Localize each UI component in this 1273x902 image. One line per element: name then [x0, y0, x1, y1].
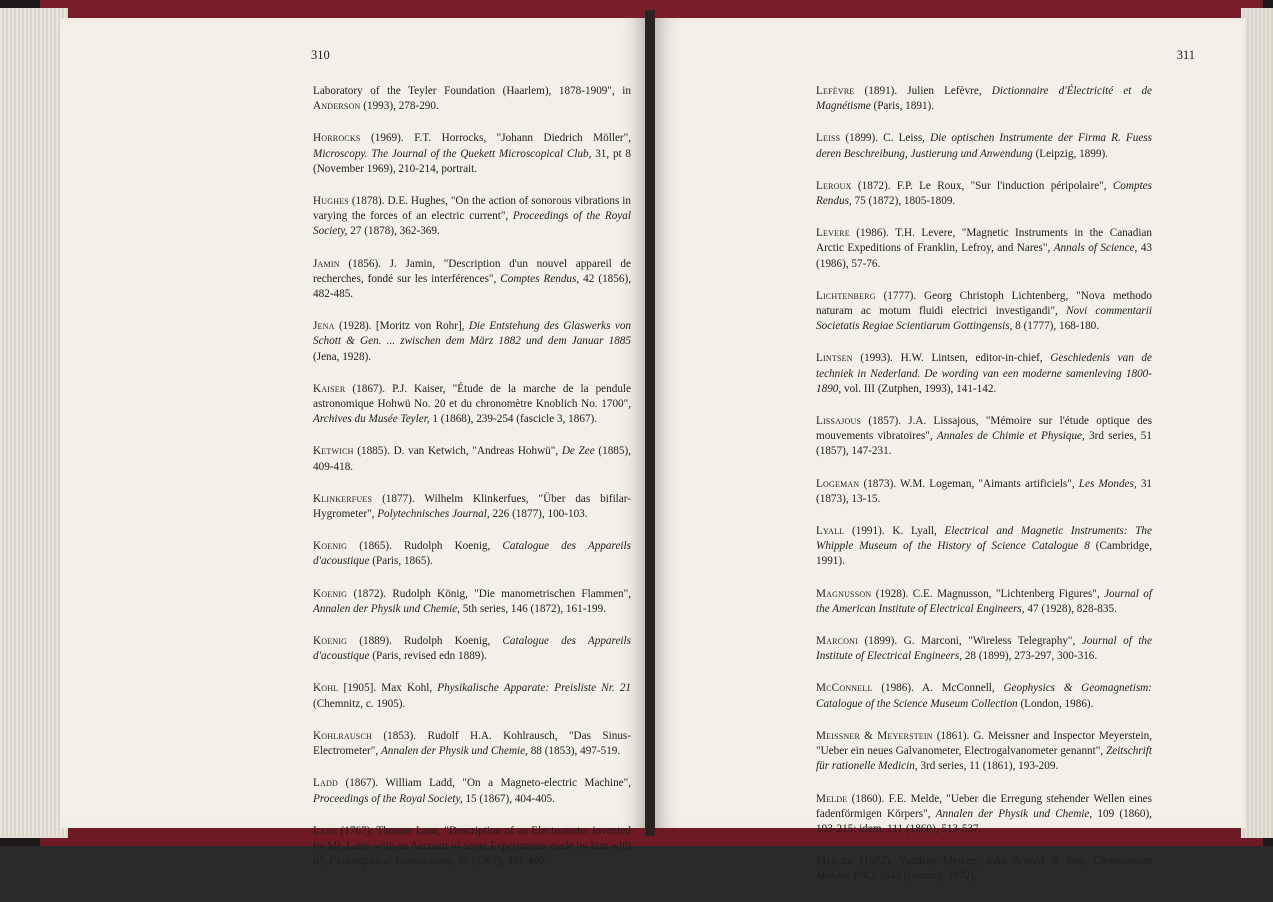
entry-text: (1993). H.W. Lintsen, editor-in-chief,	[852, 352, 1051, 365]
entry-title: Archives du Musée Teyler,	[313, 413, 430, 426]
entry-author: Lichtenberg	[816, 289, 876, 302]
entry-title: Comptes Rendus,	[500, 272, 580, 285]
entry-title: Microscopy. The Journal of the Quekett Microscopical Club,	[313, 147, 592, 160]
entry-text: (London, 1972).	[900, 870, 977, 883]
bibliography-entry	[313, 84, 631, 114]
entry-author: Lefèvre	[816, 85, 855, 97]
entry-text: 27 (1878), 362-369.	[347, 225, 440, 238]
entry-title: John Arnold & Son, Chronometer Makers 1762-1843	[816, 855, 1152, 883]
entry-text: (1899). C. Leiss,	[840, 132, 931, 145]
bibliography-entry	[313, 131, 631, 177]
entry-author: Hughes	[313, 195, 349, 208]
entry-text: (Paris, revised edn 1889).	[369, 650, 487, 663]
bibliography-entry	[816, 289, 1152, 335]
entry-text: 226 (1877), 100-103.	[489, 508, 588, 521]
entry-text: 57 (1767), 451-460.	[454, 855, 548, 868]
bibliography-entry	[313, 681, 631, 711]
entry-text: (1885), 409-418.	[313, 445, 632, 473]
entry-author: Magnusson	[816, 587, 872, 600]
entry-text: (Paris, 1865).	[369, 555, 433, 568]
entry-text: (1885). D. van Ketwich, "Andreas Hohwü",	[353, 445, 562, 458]
entry-title: Die Entstehung des Glaswerks von Schott & Gen. ... zwischen dem März 1882 und dem Januar 1885	[313, 320, 632, 348]
entry-text: (1872). F.P. Le Roux, "Sur l'induction péripolaire",	[851, 179, 1113, 192]
entry-title: Proceedings of the Royal Society,	[313, 792, 463, 805]
entry-text: (1899). G. Marconi, "Wireless Telegraphy",	[858, 635, 1082, 648]
bibliography-entry	[313, 257, 631, 303]
entry-author: Ketwich	[313, 445, 354, 458]
bibliography-entry	[816, 681, 1152, 711]
entry-text: (Jena, 1928).	[313, 350, 372, 363]
entry-author: Lane	[313, 824, 338, 837]
entry-author: Koenig	[313, 635, 348, 648]
entry-text: 28 (1899), 273-297, 300-316.	[962, 650, 1098, 663]
entry-author: Logeman	[816, 477, 860, 490]
bibliography-entry	[313, 634, 631, 664]
bibliography-entry	[313, 776, 631, 806]
entry-text: (1860). F.E. Melde, "Ueber die Erregung stehender Wellen eines fadenförmigen Körpers",	[816, 792, 1152, 820]
entry-author: Marconi	[816, 635, 859, 648]
bibliography-entry	[313, 729, 631, 759]
entry-text: (1891). Julien Lefèvre,	[854, 85, 992, 97]
entry-text: (Chemnitz, c. 1905).	[313, 697, 406, 710]
bibliography-entry	[816, 524, 1152, 570]
entry-text: (1928). C.E. Magnusson, "Lichtenberg Figures",	[871, 587, 1105, 600]
entry-text: (1767). Thomas Lane, "Description of an Electrometer invented by Mr. Lane; with an Account of some Experiments made by him with it",	[313, 824, 631, 868]
entry-title: De Zee	[561, 445, 595, 458]
entry-author: Leiss	[816, 132, 841, 145]
entry-text: (1969). F.T. Horrocks, "Johann Diedrich Möller",	[360, 132, 631, 145]
bibliography-entry	[816, 792, 1152, 838]
page-edges-right	[1241, 8, 1273, 838]
entry-title: Die optischen Instrumente der Firma R. Fuess deren Beschreibung, Justierung und Anwendung	[816, 132, 1152, 160]
entry-title: Geschiedenis van de techniek in Nederland. De wording van een moderne samenleving 1800-1890,	[816, 352, 1152, 395]
entry-text: 3rd series, 51 (1857), 147-231.	[816, 430, 1152, 458]
entry-title: Annales de Chimie et Physique,	[936, 430, 1085, 443]
entry-title: Zeitschrift für rationelle Medicin,	[816, 745, 1152, 773]
bibliography-entry	[816, 587, 1152, 617]
entry-text: 8 (1777), 168-180.	[1012, 320, 1100, 333]
entry-author: Jena	[313, 320, 335, 333]
entry-text: (1972). Vaudrey Mercer,	[852, 855, 985, 868]
entry-title: Les Mondes,	[1078, 477, 1137, 490]
entry-author: Klinkerfues	[313, 492, 373, 505]
entry-title: Philosophical Transactions,	[329, 855, 455, 868]
entry-text: 42 (1856), 482-485.	[313, 272, 631, 301]
entry-author: Koenig	[313, 587, 348, 600]
entry-text: 47 (1928), 828-835.	[1024, 602, 1117, 615]
entry-author: Leroux	[816, 179, 852, 192]
bibliography-entry	[313, 444, 631, 474]
entry-text: (1873). W.M. Logeman, "Aimants artificiels",	[859, 477, 1079, 490]
entry-text: (1865). Rudolph Koenig,	[347, 540, 503, 553]
entry-author: Kohl	[313, 682, 339, 695]
entry-title: Annalen der Physik und Chemie,	[313, 602, 460, 615]
entry-title: Physikalische Apparate: Preisliste Nr. 21	[437, 682, 631, 695]
entry-author: Koenig	[313, 540, 348, 553]
entry-title: Novi commentarii Societatis Regiae Scientiarum Gottingensis,	[816, 305, 1152, 333]
entry-title: Electrical and Magnetic Instruments: The Whipple Museum of the History of Science Catalogue 8	[816, 525, 1152, 553]
entry-text: (1777). Georg Christoph Lichtenberg, "Nova methodo naturam ac motum fluidi electrici investigandi",	[816, 289, 1152, 318]
bibliography-entry	[313, 194, 631, 240]
bibliography-entry	[816, 351, 1152, 397]
bibliography-entry	[313, 824, 631, 870]
entry-author: Melde	[816, 792, 848, 805]
left-page	[60, 18, 645, 868]
entry-text: (1861). G. Meissner and Inspector Meyerstein, "Ueber ein neues Galvanometer, Electrogalvanometer genannt",	[816, 729, 1152, 758]
bibliography-entry	[816, 729, 1152, 775]
entry-text: (1889). Rudolph Koenig,	[347, 635, 503, 648]
bibliography-entry	[313, 382, 631, 428]
entry-author: Anderson	[313, 100, 361, 113]
entry-title: Dictionnaire d'Électricité et de Magnétisme	[816, 85, 1153, 113]
bibliography-entry	[816, 84, 1152, 114]
entry-title: Annals of Science,	[1053, 242, 1138, 255]
entry-text: (1986). T.H. Levere, "Magnetic Instruments in the Canadian Arctic Expeditions of Franklin, Lefroy, and Nares",	[816, 227, 1152, 255]
bibliography-entry	[816, 414, 1152, 460]
entry-title: Catalogue des Appareils d'acoustique	[313, 635, 631, 663]
entry-text: 31 (1873), 13-15.	[816, 477, 1153, 505]
entry-author: Ladd	[313, 777, 338, 790]
bibliography-entry	[816, 854, 1152, 884]
bibliography-entry	[816, 179, 1152, 209]
entry-author: McConnell	[816, 682, 873, 695]
bibliography-entry	[313, 492, 631, 522]
page-number: 310	[311, 48, 330, 62]
entry-text: (1993), 278-290.	[360, 100, 439, 113]
entry-title: Catalogue des Appareils d'acoustique	[313, 540, 631, 568]
entry-text: 3rd series, 11 (1861), 193-209.	[917, 760, 1059, 773]
bibliography-entry	[816, 226, 1152, 272]
entry-title: Annalen der Physik und Chemie,	[380, 745, 528, 758]
entry-text: 88 (1853), 497-519.	[527, 745, 621, 758]
entry-author: Kohlrausch	[313, 729, 372, 742]
entry-text: 109 (1860), 193-215; idem, 111 (1860), 513-537.	[816, 807, 1152, 835]
entry-text: (1928). [Moritz von Rohr],	[334, 320, 469, 333]
entry-author: Mercer	[816, 855, 853, 868]
entry-author: Lyall	[816, 525, 845, 538]
entry-text: (1872). Rudolph König, "Die manometrischen Flammen",	[347, 587, 631, 600]
entry-text: (Paris, 1891).	[870, 100, 935, 113]
page-number: 311	[1176, 48, 1195, 62]
entry-author: Horrocks	[313, 132, 361, 145]
entry-text: (1878). D.E. Hughes, "On the action of sonorous vibrations in varying the forces of an electric current",	[313, 195, 631, 223]
entry-title: Annalen der Physik und Chemie,	[935, 807, 1093, 820]
bibliography-list	[313, 84, 631, 886]
entry-text: (1867). William Ladd, "On a Magneto-electric Machine",	[337, 777, 631, 790]
entry-text: 1 (1868), 239-254 (fascicle 3, 1867).	[429, 413, 598, 426]
entry-text: (1877). Wilhelm Klinkerfues, "Über das bifilar-Hygrometer",	[313, 492, 631, 521]
book-gutter	[645, 10, 655, 836]
page-edges-left	[0, 8, 68, 838]
entry-text: (1856). J. Jamin, "Description d'un nouvel appareil de recherches, fondé sur les interférences",	[313, 257, 631, 285]
entry-author: Lissajous	[816, 415, 862, 428]
entry-title: Comptes Rendus,	[816, 179, 1152, 208]
entry-text: 31, pt 8 (November 1969), 210-214, portrait.	[313, 147, 632, 175]
bibliography-entry	[816, 131, 1152, 161]
entry-text: Laboratory of the Teyler Foundation (Haarlem), 1878-1909", in	[313, 85, 631, 97]
entry-text: (London, 1986).	[1017, 697, 1094, 710]
entry-text: (1867). P.J. Kaiser, "Étude de la marche de la pendule astronomique Hohwü No. 20 et du chronomètre Knoblich No. 1700",	[313, 382, 631, 411]
bibliography-entry	[313, 319, 631, 365]
entry-text: (1857). J.A. Lissajous, "Mémoire sur l'étude optique des mouvements vibratoires",	[816, 415, 1152, 443]
entry-title: Polytechnisches Journal,	[377, 508, 490, 521]
entry-text: (Cambridge, 1991).	[816, 540, 1152, 568]
entry-text: 43 (1986), 57-76.	[816, 242, 1152, 270]
entry-text: (1853). Rudolf H.A. Kohlrausch, "Das Sinus-Electrometer",	[313, 729, 631, 758]
entry-author: Meissner & Meyerstein	[816, 729, 933, 742]
bibliography-entry	[816, 634, 1152, 664]
entry-text: 75 (1872), 1805-1809.	[851, 195, 956, 208]
bibliography-entry	[313, 587, 631, 617]
entry-author: Jamin	[313, 257, 340, 270]
entry-title: Journal of the Institute of Electrical Engineers,	[816, 635, 1152, 663]
entry-text: vol. III (Zutphen, 1993), 141-142.	[841, 382, 997, 395]
bibliography-entry	[313, 539, 631, 569]
entry-author: Kaiser	[313, 382, 346, 395]
bibliography-entry	[816, 477, 1152, 507]
bibliography-list	[816, 84, 1152, 902]
entry-title: Geophysics & Geomagnetism: Catalogue of the Science Museum Collection	[816, 682, 1152, 710]
entry-author: Lintsen	[816, 352, 853, 365]
right-page	[655, 18, 1245, 883]
entry-text: (1986). A. McConnell,	[872, 682, 1004, 695]
entry-title: Proceedings of the Royal Society,	[313, 210, 631, 238]
entry-text: 5th series, 146 (1872), 161-199.	[459, 602, 607, 615]
entry-title: Journal of the American Institute of Electrical Engineers,	[816, 587, 1152, 615]
entry-text: [1905]. Max Kohl,	[338, 682, 438, 695]
entry-text: (Leipzig, 1899).	[1032, 147, 1108, 160]
entry-text: 15 (1867), 404-405.	[462, 792, 555, 805]
entry-author: Levere	[816, 227, 850, 240]
entry-text: (1991). K. Lyall,	[844, 525, 945, 538]
